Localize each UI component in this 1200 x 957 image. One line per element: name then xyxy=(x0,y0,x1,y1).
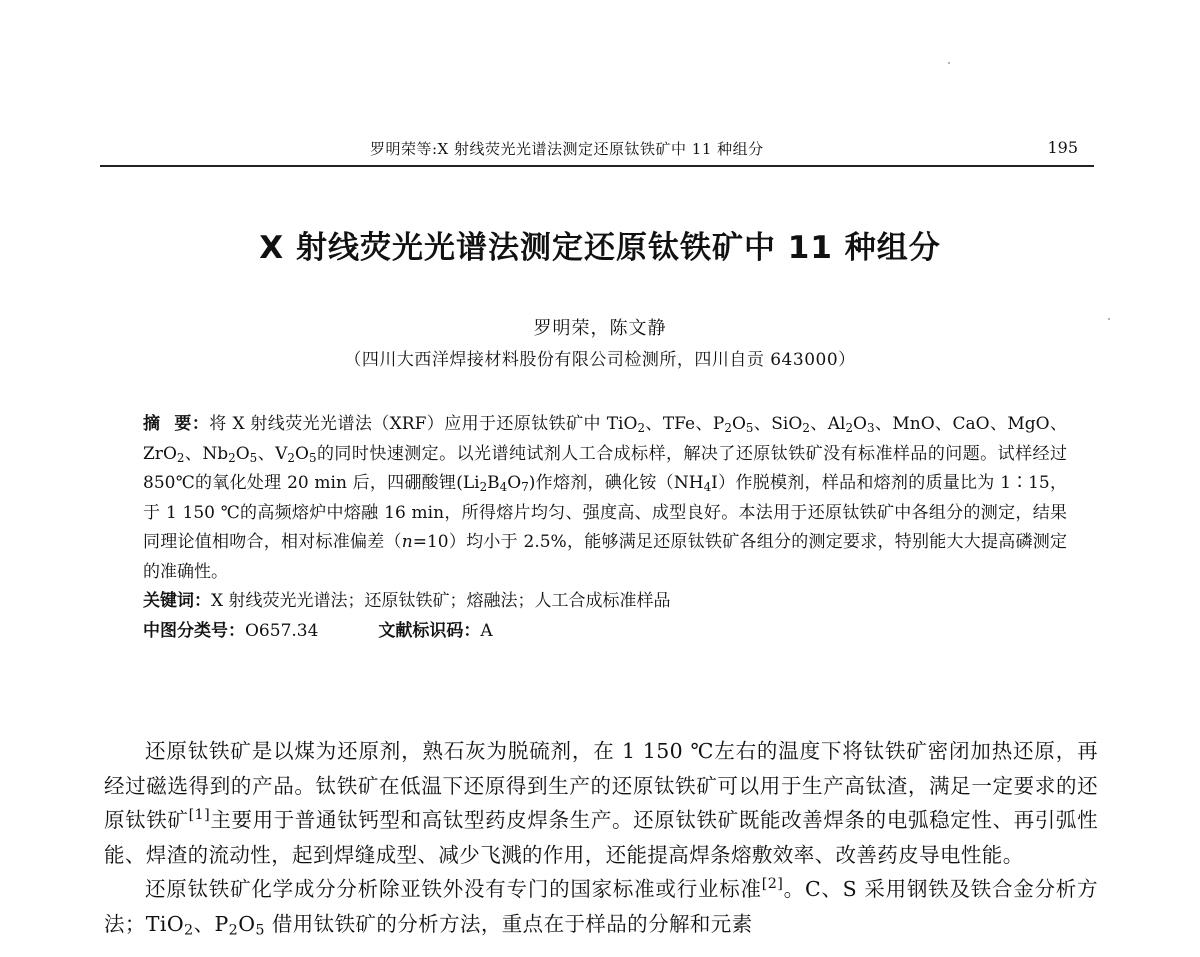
paragraph-2: 还原钛铁矿化学成分分析除亚铁外没有专门的国家标准或行业标准[2]。C、S 采用钢铁及铁合金分析方法；TiO$_2$、$P_2O_5$ 借用钛铁矿的分析方法，重点在于样品的分解和元素 xyxy=(104,876,1098,939)
keywords-text: X 射线荧光光谱法；还原钛铁矿；熔融法；人工合成标准样品 xyxy=(211,591,671,611)
scan-speck xyxy=(948,62,950,64)
abstract-label: 摘要： xyxy=(143,414,210,434)
doc-code-value: A xyxy=(480,620,493,641)
page-number: 195 xyxy=(1047,138,1078,157)
header-rule xyxy=(100,165,1094,167)
keywords xyxy=(143,587,1067,617)
scan-speck xyxy=(1108,318,1110,320)
running-title: 罗明荣等:X 射线荧光光谱法测定还原钛铁矿中 11 种组分 xyxy=(370,140,764,158)
citation-1: [1] xyxy=(188,807,211,824)
body-text xyxy=(104,734,1098,941)
paragraph-1: 还原钛铁矿是以煤为还原剂，熟石灰为脱硫剂，在 1 150 ℃左右的温度下将钛铁矿密闭加热还原，再经过磁选得到的产品。钛铁矿在低温下还原得到生产的还原钛铁矿可以用于生产高钛渣，满足一定要求的还原钛铁矿[1]主要用于普通钛钙型和高钛型药皮焊条生产。还原钛铁矿既能改善焊条的电弧稳定性、再引弧性能、焊渣的流动性，起到焊缝成型、减少飞溅的作用，还能提高焊条熔敷效率、改善药皮导电性能。 xyxy=(104,739,1098,867)
citation-2: [2] xyxy=(761,876,784,893)
keywords-label: 关键词： xyxy=(143,591,211,611)
doc-code-label: 文献标识码： xyxy=(378,620,481,641)
abstract xyxy=(143,410,1067,646)
classification xyxy=(143,617,1067,647)
authors: 罗明荣，陈文静 xyxy=(533,318,667,339)
clc-value: O657.34 xyxy=(245,620,319,641)
affiliation: （四川大西洋焊接材料股份有限公司检测所，四川自贡 643000） xyxy=(344,350,856,370)
abstract-text: 摘要：将 X 射线荧光光谱法（XRF）应用于还原钛铁矿中 TiO$_2$、TFe、$P_2O_5$、SiO$_2$、$Al_2O_3$、MnO、CaO、MgO、ZrO$_2$、$Nb_2O_5$、$V_2O_5$的同时快速测定。以光谱纯试剂人工合成标样，解决了还原钛铁矿没有标准样品的问题。试样经过 850℃的氧化处理 20 min 后，四硼酸锂$(Li_2B_4O_7)$作熔剂，碘化铵$(NH_4I)$作脱模剂，样品和熔剂的质量比为 1∶15，于 1 150 ℃的高频熔炉中熔融 16 min，所得熔片均匀、强度高、成型良好。本法用于还原钛铁矿中各组分的测定，结果同理论值相吻合，相对标准偏差（n=10）均小于 2.5%，能够满足还原钛铁矿各组分的测定要求，特别能大大提高磷测定的准确性。 xyxy=(143,414,1068,582)
clc-label: 中图分类号： xyxy=(143,620,245,641)
running-header xyxy=(100,138,1090,164)
compound-list: TiO$_2$、TFe、$P_2O_5$、SiO$_2$、$Al_2O_3$、MnO、CaO、MgO、ZrO$_2$、$Nb_2O_5$、$V_2O_5$ xyxy=(143,414,1068,465)
article-title: X 射线荧光光谱法测定还原钛铁矿中 11 种组分 xyxy=(259,230,941,266)
